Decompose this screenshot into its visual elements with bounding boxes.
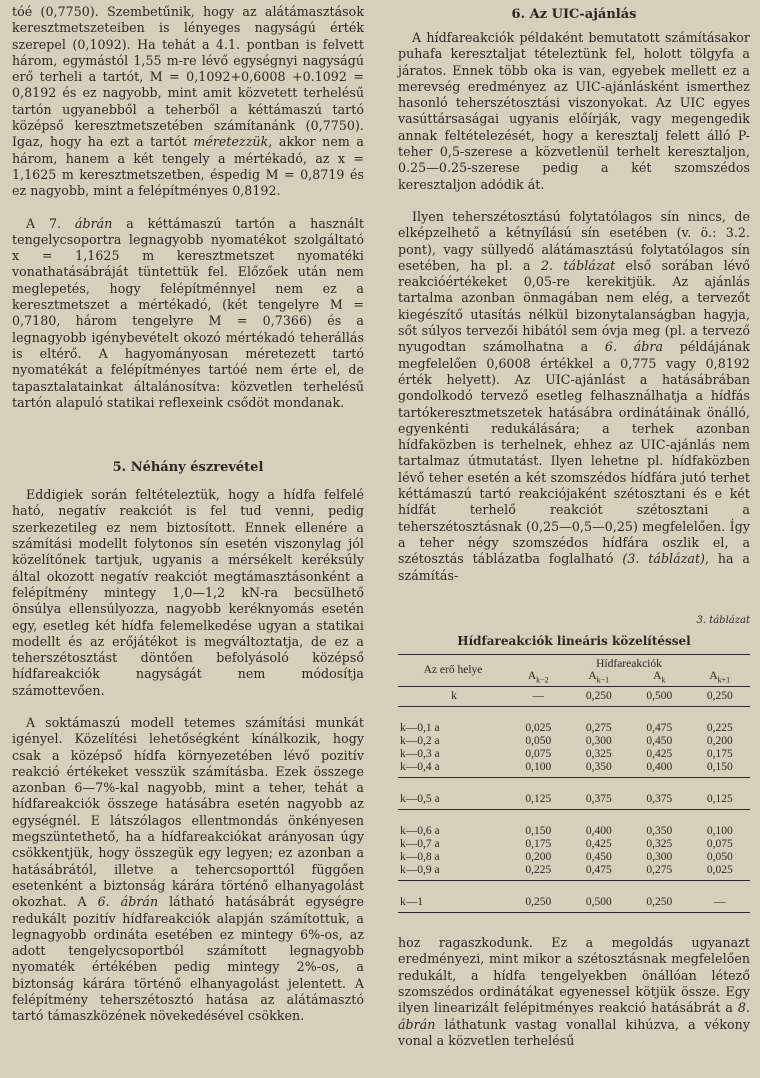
table-header-row bbox=[398, 654, 750, 670]
cell-value: 0,225 bbox=[508, 864, 569, 881]
header-subscript: k−1 bbox=[596, 675, 610, 685]
table-row bbox=[398, 851, 750, 864]
cell-value: 0,175 bbox=[525, 838, 552, 851]
spacer bbox=[398, 913, 750, 935]
paragraph: Eddigiek során feltételeztük, hogy a hídfa felfelé ható, negatív reakciót is fel tud venni, pedig szerkezetileg ez nem biztosított. Ennek ellenére a számítási modellt folytonos sín esetén viszonylag jól közelítőnek tartjuk, ugyanis a mérsékelt keréksúly által okozott negatív reakciót megtámasztásonként a felépítmény mintegy 1,0—1,2 kN-ra becsülhető önsúlya ellensúlyozza, nagyobb keréknyomás esetén egy, esetleg két hídfa felemelkedése ugyan a statikai modellt és az erőjátékot is megváltoztatja, de ez a teherszétosztást döntően befolyásoló középső hídfareakciók nagyságát nem módosítja számottevően. bbox=[12, 487, 364, 698]
emphasis: méretezzük bbox=[193, 134, 269, 150]
text: látható hatásábrát egységre redukált pozitív hídfareakciók alapján számítottuk, a legnagyobb ordináta esetében ez mintegy 6%-os, az adott tengelycsoportból számított legnagyobb nyomaték értékében pedig mintegy 2%-os, a biztonság kárára történő elhanyagolást jelentett. A felépítmény teherszétosztó hatása az alátámasztó tartó támaszközének növekedésével csökken. bbox=[12, 894, 364, 1024]
cell-value: 0,350 bbox=[646, 825, 673, 838]
cell-position: k—0,4 a bbox=[398, 761, 508, 778]
table-row bbox=[398, 735, 750, 748]
table-row bbox=[398, 790, 750, 810]
cell-position: k—0,7 a bbox=[400, 838, 440, 851]
spacer bbox=[12, 411, 364, 459]
cell-value: 0,275 bbox=[585, 722, 612, 735]
cell-position: k—1 bbox=[398, 893, 508, 913]
emphasis: 8. ábrán bbox=[398, 1000, 750, 1032]
paragraph bbox=[12, 4, 364, 200]
paragraph bbox=[398, 209, 750, 584]
header-main: A bbox=[653, 669, 662, 682]
paragraph bbox=[12, 216, 364, 412]
header-subscript: k+1 bbox=[717, 675, 731, 685]
table-row bbox=[398, 761, 750, 778]
text: példájának megfelelően 0,6008 értékkel a 0,775 vagy 0,8192 érték helyett). Az UIC-ajánlást a hatásábrában gondolkodó tervező esetleg felhasználhatja a hídfás tartókeresztmetszetek hatásábra ordinátáinak önálló, egyenkénti redukálására; a terhek azonban hídfaközben is terhelnek, ehhez az UIC-ajánlás nem tartalmaz útmutatást. Ilyen lehetne pl. hídfaközben lévő teher esetén a két szomszédos hídfára jutó terhet kéttámaszú tartó reakciójaként szétosztani és e két hídfát terhelő reakciót szétosztani a teherszétosztásnak (0,25—0,5—0,25) megfelelően. Így a teher négy szomszédos hídfára oszlik el, a szétosztás táblázatba foglalható bbox=[398, 339, 750, 567]
left-column bbox=[12, 0, 364, 1025]
cell-value: 0,200 bbox=[525, 851, 552, 864]
cell-value: 0,400 bbox=[585, 825, 612, 838]
emphasis: ábrán bbox=[74, 215, 113, 231]
cell-value: 0,275 bbox=[629, 864, 690, 881]
column-group-header: Hídfareakciók bbox=[596, 657, 662, 670]
text: Ilyen teherszétosztású folytatólagos sín nincs, de elképzelhető a kétnyílású sín esetében (v. ö.: 3.2. pont), vagy süllyedő alátámasztású folytatólagos sín esetében, ha pl. a bbox=[398, 208, 750, 273]
cell-value: 0,125 bbox=[690, 790, 751, 810]
spacer-row bbox=[398, 707, 750, 720]
cell-value: 0,425 bbox=[646, 748, 673, 761]
cell-value: 0,450 bbox=[585, 851, 612, 864]
cell-position: k—0,9 a bbox=[398, 864, 508, 881]
cell-value: 0,025 bbox=[525, 722, 552, 735]
cell-value: 0,350 bbox=[569, 761, 630, 778]
spacer-row bbox=[398, 810, 750, 823]
header-subscript: k bbox=[661, 675, 666, 685]
cell-value: 0,500 bbox=[629, 687, 690, 707]
spacer bbox=[398, 584, 750, 614]
cell-value: — bbox=[690, 893, 751, 913]
header-main: A bbox=[709, 669, 718, 682]
text: tóé (0,7750). Szembetűnik, hogy az alátámasztások keresztmetszeteiben is lényeges nagyságú érték szerepel (0,1092). Ha tehát a 4.1. pontban is felvett három, egymástól 1,55 m-re lévő egységnyi nagyságú erő terheli a tartót, M = 0,1092+0,6008 +0.1092 = 0,8192 és ez nagyobb, mint amit közvetett terhelésű tartón ugyanebből a teherből a kéttámaszú tartó középső keresztmetszetében számítanánk (0,7750). Igaz, hogy ha ezt a tartót bbox=[12, 4, 364, 150]
cell-value: 0,025 bbox=[690, 864, 751, 881]
cell-position: k bbox=[398, 687, 508, 707]
table-label: 3. táblázat bbox=[696, 614, 750, 626]
cell-value: 0,100 bbox=[508, 761, 569, 778]
cell-value: 0,150 bbox=[690, 761, 751, 778]
paragraph bbox=[398, 935, 750, 1049]
cell-value: 0,100 bbox=[706, 825, 733, 838]
cell-value: 0,125 bbox=[508, 790, 569, 810]
column-header-reaction bbox=[569, 670, 630, 687]
emphasis: (3. táblázat) bbox=[622, 551, 706, 567]
cell-value: — bbox=[508, 687, 569, 707]
table-row bbox=[398, 748, 750, 761]
cell-value: 0,375 bbox=[629, 790, 690, 810]
cell-value: 0,250 bbox=[629, 893, 690, 913]
cell-value: 0,375 bbox=[569, 790, 630, 810]
right-column bbox=[398, 0, 750, 1049]
emphasis: 6. ábrán bbox=[97, 894, 159, 910]
cell-value: 0,400 bbox=[629, 761, 690, 778]
cell-position: k—0,8 a bbox=[400, 851, 440, 864]
cell-position: k—0,1 a bbox=[400, 722, 440, 735]
text: első sorában lévő reakcióértékeket 0,05-re kerekitjük. Az ajánlás tartalma azonban önmagában nem elég, a tervezőt kiegészítő utasítás nélkül bizonytalanságban hagyja, sőt súlyos tervezői hibától sem óvja meg (pl. a tervező nyugodtan számolhatna a bbox=[398, 257, 750, 355]
cell-value: 0,475 bbox=[569, 864, 630, 881]
section-heading: 5. Néhány észrevétel bbox=[112, 460, 264, 476]
cell-value: 0,300 bbox=[646, 851, 673, 864]
cell-value: 0,450 bbox=[646, 735, 673, 748]
column-header-reaction bbox=[508, 670, 569, 687]
cell-value: 0,250 bbox=[690, 687, 751, 707]
table-row bbox=[398, 893, 750, 913]
text: , akkor nem a három, hanem a két tengely a mértékadó, az x = 1,1625 m keresztmetszetben, éspedig M = 0,8719 és ez nagyobb, mint a felépítményes 0,8192. bbox=[12, 134, 364, 199]
paragraph bbox=[12, 715, 364, 1025]
reaction-table bbox=[398, 654, 750, 913]
cell-position: k—0,3 a bbox=[400, 748, 440, 761]
cell-value: 0,250 bbox=[508, 893, 569, 913]
text: a kéttámaszú tartón a használt tengelycsoportra legnagyobb nyomatékot szolgáltató x = 1,1625 m keresztmetszet nyomatéki vonathatásábráját tüntettük fel. Előzőek után nem meglepetés, hogy felépítménnyel nem ez a keresztmetszet a mértékadó, (két tengelyre M = 0,7180, három tengelyre M = 0,7366) és a legnagyobb igénybevételt okozó mértékadó teherállás is eltérő. A hagyományosan méretezett tartó nyomatékát a felépítményes tartóé nem érte el, de tapasztalatainkat általánosítva: közvetlen terhelésű tartón alapuló statikai reflexeink csődöt mondanak. bbox=[12, 215, 364, 410]
table-row bbox=[398, 719, 750, 735]
table-row bbox=[398, 822, 750, 838]
column-header-position: Az erő helye bbox=[398, 654, 508, 686]
header-main: A bbox=[527, 669, 537, 682]
emphasis: 2. táblázat bbox=[540, 257, 616, 273]
cell-value: 0,325 bbox=[646, 838, 673, 851]
cell-position: k—0,2 a bbox=[400, 735, 440, 748]
spacer bbox=[12, 477, 364, 487]
cell-value: 0,250 bbox=[569, 687, 630, 707]
spacer-row bbox=[398, 881, 750, 894]
table-row bbox=[398, 864, 750, 881]
cell-value: 0,150 bbox=[525, 825, 552, 838]
text: A 7. bbox=[26, 215, 75, 231]
column-header-reaction bbox=[690, 670, 751, 687]
spacer bbox=[398, 193, 750, 209]
table-row bbox=[398, 838, 750, 851]
cell-value: 0,050 bbox=[525, 735, 552, 748]
cell-value: 0,075 bbox=[706, 838, 733, 851]
spacer-row bbox=[398, 778, 750, 791]
table-title: Hídfareakciók lineáris közelítéssel bbox=[457, 633, 691, 648]
spacer bbox=[12, 200, 364, 216]
cell-value: 0,475 bbox=[646, 722, 673, 735]
header-subscript: k−2 bbox=[536, 675, 549, 685]
paragraph: A hídfareakciók példaként bemutatott számításakor puhafa keresztaljat tételeztünk fel, holott tölgyfa a járatos. Ennek több oka is van, egyebek mellett ez a merevség eredményez az UIC-ajánlásként ismerthez hasonló teherszétosztási viszonyokat. Az UIC egyes vasúttársaságai ugyanis előírják, vagy megengedik annak feltételezését, hogy a keresztalj felett álló P-teher 0,5-szerese a közvetlenül terhelt keresztaljon, 0.25—0.25-szerese pedig a két szomszédos keresztaljon adódik át. bbox=[398, 30, 750, 192]
text: láthatunk vastag vonallal kihúzva, a vékony vonal a közvetlen terhelésű bbox=[398, 1016, 750, 1048]
header-main: A bbox=[588, 669, 597, 682]
cell-value: 0,050 bbox=[706, 851, 733, 864]
cell-value: 0,075 bbox=[525, 748, 552, 761]
section-heading: 6. Az UIC-ajánlás bbox=[511, 7, 637, 22]
text: A soktámaszú modell tetemes számítási munkát igényel. Közelítési lehetőségként kínálkozik, hogy csak a középső hídfa környezetében lévő pozitív reakció értékeket vesszük számításba. Ezek összege azonban 6—7%-kal nagyobb, mint a teher, tehát a hídfareakciók összege hatásábra esetén nagyobb az egységnél. E látszólagos ellentmondás önkényesen megszüntethető, ha a hídfareakciókat arányosan úgy csökkentjük, hogy összegük egy legyen; ez azonban a hatásábrától, illetve a tehercsoporttól függően esetenként a biztonság kárára történő elhanyagolást okozhat. A bbox=[12, 714, 364, 910]
column-header-reaction bbox=[629, 670, 690, 687]
text: hoz ragaszkodunk. Ez a megoldás ugyanazt eredményezi, mint mikor a szétosztásnak megfelelően redukált, a hídfa tengelyekben önállóan létező szomszédos ordinátákat egyenessel kötjük össze. Egy ilyen linearizált felépitményes reakció hatásábrát a bbox=[398, 935, 750, 1016]
cell-position: k—0,6 a bbox=[400, 825, 440, 838]
cell-value: 0,225 bbox=[706, 722, 733, 735]
cell-position: k—0,5 a bbox=[398, 790, 508, 810]
emphasis: 6. ábra bbox=[604, 339, 663, 355]
cell-value: 0,175 bbox=[706, 748, 733, 761]
cell-value: 0,300 bbox=[585, 735, 612, 748]
cell-value: 0,200 bbox=[706, 735, 733, 748]
cell-value: 0,500 bbox=[569, 893, 630, 913]
cell-value: 0,425 bbox=[585, 838, 612, 851]
text: , ha a számítás- bbox=[398, 551, 750, 583]
spacer bbox=[12, 699, 364, 715]
cell-value: 0,325 bbox=[585, 748, 612, 761]
table-row bbox=[398, 687, 750, 707]
table-body bbox=[398, 687, 750, 913]
